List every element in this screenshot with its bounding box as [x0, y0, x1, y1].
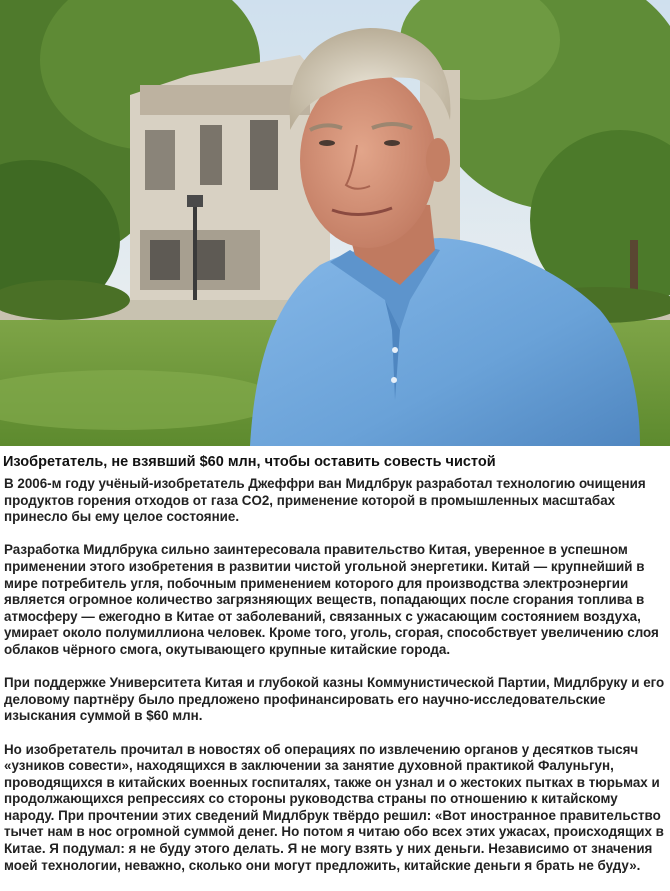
article-body [4, 476, 668, 891]
paragraph: При поддержке Университета Китая и глубокой казны Коммунистической Партии, Мидлбруку и его деловому партнёру было предложено профинансировать его научно-исследовательские изыскания суммой в $60 млн. [4, 675, 665, 724]
paragraph: В 2006-м году учёный-изобретатель Джеффри ван Мидлбрук разработал технологию очищения продуктов горения отходов от газа CO2, применение которой в промышленных масштабах принесло бы ему целое состояние. [4, 476, 646, 525]
paragraph: Но изобретатель прочитал в новостях об операциях по извлечению органов у десятков тысяч «узников совести», находящихся в заключении за занятие духовной практикой Фалуньгун, проводящихся в китайских военных госпиталях, также он узнал и о жестоких пытках в тюрьмах и продолжающихся репрессиях со стороны руководства страны по отношению к китайскому народу. При прочтении этих сведений Мидлбрук твёрдо решил: «Вот иностранное правительство тычет нам в нос огромной суммой денег. Но потом я читаю обо всех этих ужасах, происходящих в Китае. Я подумал: я не буду этого делать. Я не могу взять у них деньги. Независимо от значения моей технологии, неважно, сколько они могут предложить, китайские деньги я брать не буду». [4, 741, 664, 873]
article-headline: Изобретатель, не взявший $60 млн, чтобы оставить совесть чистой [3, 454, 496, 470]
paragraph: Разработка Мидлбрука сильно заинтересовала правительство Китая, уверенное в успешном применении этого изобретения в развитии чистой угольной энергетики. Китай — крупнейший в мире потребитель угля, побочным применением которого для производства электроэнергии является огромное количество загрязняющих веществ, попадающих после сгорания топлива в атмосферу — ежегодно в Китае от заболеваний, связанных с ужасающим состоянием воздуха, умирает около полумиллиона человек. Кроме того, уголь, сгорая, способствует увеличению слоя облаков чёрного смога, окутывающего крупные китайские города. [4, 542, 659, 657]
